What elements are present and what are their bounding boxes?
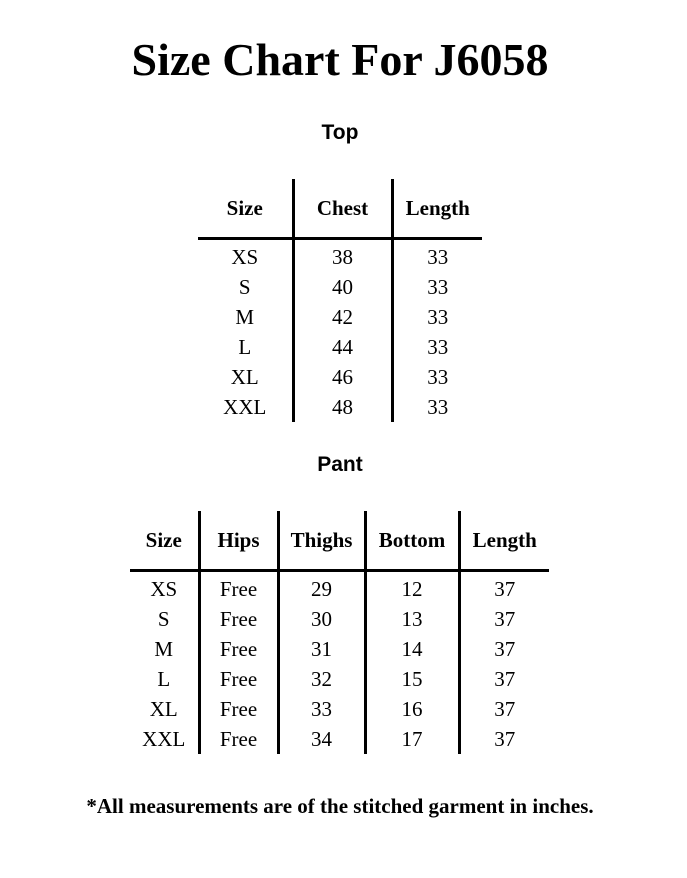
pant-cell-thighs: 32 — [278, 664, 365, 694]
pant-cell-length: 37 — [459, 604, 549, 634]
table-row — [130, 571, 549, 605]
pant-cell-bottom: 15 — [365, 664, 459, 694]
top-header-size: Size — [198, 179, 293, 239]
top-cell-size: XXL — [223, 395, 267, 419]
table-row — [198, 332, 482, 362]
measurement-footnote: *All measurements are of the stitched garment in inches. — [86, 794, 594, 818]
pant-cell-hips: Free — [199, 724, 278, 754]
top-header-length: Length — [392, 179, 482, 239]
top-cell-chest: 44 — [293, 332, 392, 362]
top-section-title: Top — [321, 121, 359, 144]
pant-cell-hips: Free — [199, 664, 278, 694]
pant-cell-thighs: 31 — [278, 634, 365, 664]
pant-cell-length: 37 — [459, 694, 549, 724]
top-cell-length: 33 — [392, 362, 482, 392]
top-cell-size: L — [238, 335, 252, 359]
pant-cell-hips: Free — [199, 604, 278, 634]
table-row — [198, 362, 482, 392]
pant-header-hips: Hips — [199, 511, 278, 571]
pant-cell-hips: Free — [199, 634, 278, 664]
pant-cell-thighs: 29 — [278, 571, 365, 605]
pant-cell-size: XXL — [142, 727, 186, 751]
pant-cell-thighs: 30 — [278, 604, 365, 634]
top-cell-length: 33 — [392, 272, 482, 302]
top-header-row — [198, 179, 482, 239]
top-cell-length: 33 — [392, 239, 482, 273]
table-row — [130, 604, 549, 634]
pant-cell-thighs: 33 — [278, 694, 365, 724]
pant-cell-thighs: 34 — [278, 724, 365, 754]
top-cell-length: 33 — [392, 392, 482, 422]
pant-header-size: Size — [130, 511, 199, 571]
top-cell-chest: 38 — [293, 239, 392, 273]
table-row — [130, 694, 549, 724]
pant-section-title: Pant — [317, 453, 363, 476]
top-size-table — [198, 179, 482, 422]
top-cell-size: XL — [230, 365, 259, 389]
pant-cell-size: XL — [149, 697, 178, 721]
pant-cell-hips: Free — [199, 694, 278, 724]
top-cell-length: 33 — [392, 332, 482, 362]
top-cell-length: 33 — [392, 302, 482, 332]
table-row — [130, 634, 549, 664]
top-header-chest: Chest — [293, 179, 392, 239]
pant-cell-length: 37 — [459, 724, 549, 754]
pant-size-table — [130, 511, 549, 754]
pant-header-bottom: Bottom — [365, 511, 459, 571]
pant-cell-length: 37 — [459, 664, 549, 694]
pant-cell-hips: Free — [199, 571, 278, 605]
pant-header-length: Length — [459, 511, 549, 571]
table-row — [130, 664, 549, 694]
pant-cell-length: 37 — [459, 634, 549, 664]
pant-cell-bottom: 14 — [365, 634, 459, 664]
top-cell-size: XS — [231, 245, 259, 269]
top-cell-chest: 48 — [293, 392, 392, 422]
pant-cell-bottom: 16 — [365, 694, 459, 724]
pant-header-row — [130, 511, 549, 571]
top-cell-chest: 40 — [293, 272, 392, 302]
pant-cell-size: M — [154, 637, 174, 661]
table-row — [198, 392, 482, 422]
top-cell-size: S — [238, 275, 251, 299]
top-cell-chest: 42 — [293, 302, 392, 332]
table-row — [198, 302, 482, 332]
pant-cell-size: S — [157, 607, 170, 631]
table-row — [130, 724, 549, 754]
table-row — [198, 272, 482, 302]
pant-cell-bottom: 13 — [365, 604, 459, 634]
pant-cell-length: 37 — [459, 571, 549, 605]
page-title: Size Chart For J6058 — [131, 34, 549, 85]
pant-cell-bottom: 12 — [365, 571, 459, 605]
table-row — [198, 239, 482, 273]
top-cell-chest: 46 — [293, 362, 392, 392]
pant-cell-size: L — [157, 667, 171, 691]
top-cell-size: M — [235, 305, 255, 329]
pant-cell-size: XS — [150, 577, 178, 601]
pant-header-thighs: Thighs — [278, 511, 365, 571]
pant-cell-bottom: 17 — [365, 724, 459, 754]
